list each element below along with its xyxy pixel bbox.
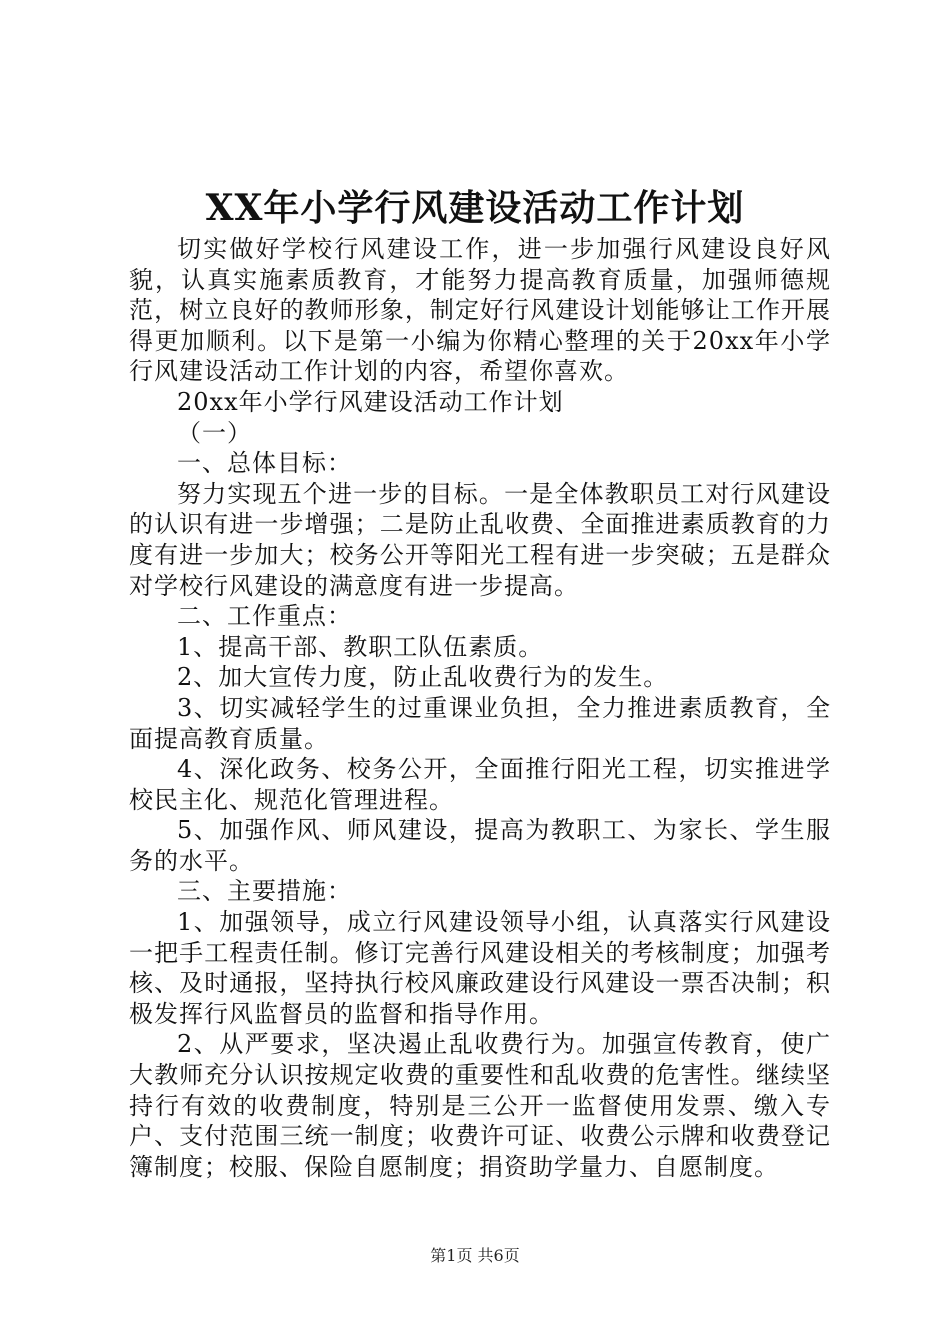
paragraph-goals: 努力实现五个进一步的目标。一是全体教职员工对行风建设的认识有进一步增强；二是防止乱收费、全面推进素质教育的力度有进一步加大；校务公开等阳光工程有进一步突破；五是群众对学校行风建设的满意度有进一步提高。 <box>129 479 831 600</box>
page-number-footer: 第1页 共6页 <box>430 1246 520 1265</box>
section-heading-focus: 二、工作重点： <box>177 602 352 631</box>
section-heading-goals: 一、总体目标： <box>177 449 352 478</box>
list-item-focus-4: 4、深化政务、校务公开，全面推行阳光工程，切实推进学校民主化、规范化管理进程。 <box>129 755 831 814</box>
document-title: XX年小学行风建设活动工作计划 <box>205 187 745 229</box>
document-body <box>129 234 831 1182</box>
paragraph-part-one: （一） <box>177 418 252 447</box>
list-item-focus-1: 1、提高干部、教职工队伍素质。 <box>177 632 544 661</box>
list-item-focus-5: 5、加强作风、师风建设，提高为教职工、为家长、学生服务的水平。 <box>129 816 831 875</box>
section-heading-measures: 三、主要措施： <box>177 877 352 906</box>
paragraph-intro: 切实做好学校行风建设工作，进一步加强行风建设良好风貌，认真实施素质教育，才能努力提高教育质量，加强师德规范，树立良好的教师形象，制定好行风建设计划能够让工作开展得更加顺利。以下是第一小编为你精心整理的关于20xx年小学行风建设活动工作计划的内容，希望你喜欢。 <box>129 235 831 386</box>
list-item-focus-2: 2、加大宣传力度，防止乱收费行为的发生。 <box>177 663 669 692</box>
paragraph-subtitle: 20xx年小学行风建设活动工作计划 <box>177 387 564 416</box>
list-item-focus-3: 3、切实减轻学生的过重课业负担，全力推进素质教育，全面提高教育质量。 <box>129 693 831 753</box>
list-item-measure-1: 1、加强领导，成立行风建设领导小组，认真落实行风建设一把手工程责任制。修订完善行风建设相关的考核制度；加强考核、及时通报，坚持执行校风廉政建设行风建设一票否决制；积极发挥行风监督员的监督和指导作用。 <box>129 908 831 1028</box>
list-item-measure-2: 2、从严要求，坚决遏止乱收费行为。加强宣传教育，使广大教师充分认识按规定收费的重要性和乱收费的危害性。继续坚持行有效的收费制度，特别是三公开一监督使用发票、缴入专户、支付范围三统一制度；收费许可证、收费公示牌和收费登记簿制度；校服、保险自愿制度；捐资助学量力、自愿制度。 <box>129 1030 831 1181</box>
